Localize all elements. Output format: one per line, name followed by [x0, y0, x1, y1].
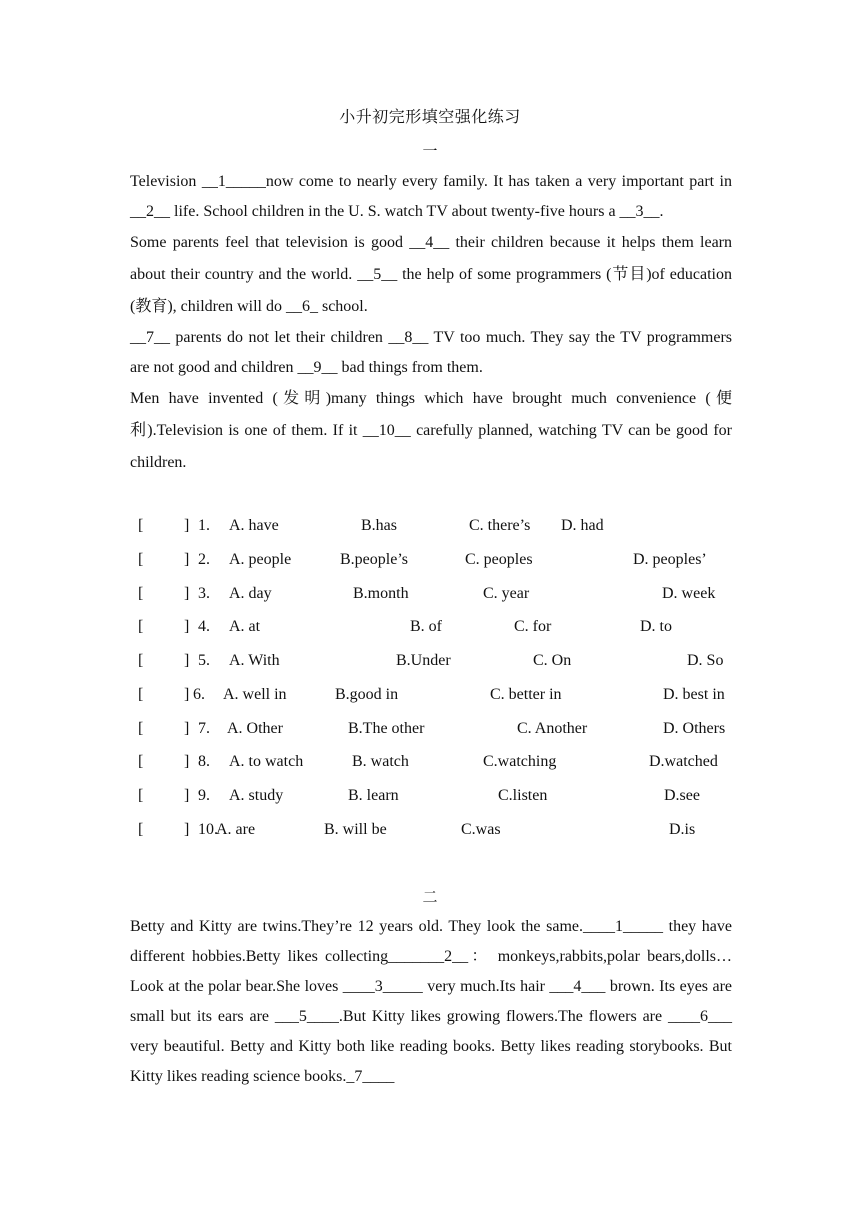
option-c: C. there’s: [469, 517, 531, 534]
question-number: 6.: [193, 686, 205, 703]
option-a: A. have: [229, 517, 279, 534]
question-row: [130, 821, 750, 845]
option-b: B. watch: [352, 753, 409, 770]
option-b: B.month: [353, 585, 409, 602]
section-one-heading: 一: [422, 142, 438, 160]
option-a: A. at: [229, 618, 261, 635]
option-a: A. are: [216, 821, 256, 838]
question-row: [130, 720, 750, 744]
answer-bracket-open: [: [138, 753, 144, 770]
option-b: B.Under: [396, 652, 451, 669]
option-b: B.good in: [335, 686, 399, 703]
question-number: 5.: [198, 652, 210, 669]
option-c: C. Another: [517, 720, 588, 737]
question-row: [130, 585, 750, 609]
question-number: 2.: [198, 551, 210, 568]
option-d: D. So: [687, 652, 724, 669]
option-c: C. better in: [490, 686, 562, 703]
option-a: A. study: [229, 787, 284, 804]
answer-bracket-close: ]: [184, 585, 190, 602]
passage-one-paragraph-1: Television __1_____now come to nearly every family. It has taken a very important part in __2__ life. School children in the U. S. watch TV about twenty-five hours a __3__.: [130, 173, 732, 220]
answer-bracket-open: [: [138, 585, 144, 602]
option-b: B. will be: [324, 821, 387, 838]
option-d: D. to: [640, 618, 672, 635]
question-number: 8.: [198, 753, 210, 770]
option-b: B.The other: [348, 720, 425, 737]
answer-bracket-open: [: [138, 821, 144, 838]
answer-bracket-close: ]: [184, 652, 190, 669]
answer-bracket-close: ]: [184, 787, 190, 804]
option-d: D. had: [561, 517, 604, 534]
option-c: C.listen: [498, 787, 548, 804]
option-d: D.watched: [649, 753, 718, 770]
answer-bracket-open: [: [138, 618, 144, 635]
passage-two-paragraph-1: Betty and Kitty are twins.They’re 12 years old. They look the same.____1_____ they have different hobbies.Betty likes collecting_______2__： monkeys,rabbits,polar bears,dolls… Look at the polar bear.She loves ____3_____ very much.Its hair ___4___ brown. Its eyes are small but its ears are ___5____.But Kitty likes growing flowers.The flowers are ____6___ very beautiful. Betty and Kitty both like reading books. Betty likes reading storybooks. But Kitty likes reading science books._7____: [130, 918, 732, 1085]
question-number: 7.: [198, 720, 210, 737]
answer-bracket-close: ]: [184, 618, 190, 635]
option-c: C. On: [533, 652, 572, 669]
answer-bracket-close: ]: [184, 720, 190, 737]
option-d: D. peoples’: [633, 551, 707, 568]
option-b: B.people’s: [340, 551, 408, 568]
option-d: D. Others: [663, 720, 726, 737]
passage-two: [130, 912, 732, 1092]
question-number: 4.: [198, 618, 210, 635]
option-d: D.is: [669, 821, 696, 838]
option-a: A. people: [229, 551, 292, 568]
question-row: [130, 618, 750, 642]
answer-bracket-close: ]: [184, 753, 190, 770]
section-two-heading: 二: [422, 888, 438, 906]
option-c: C. peoples: [465, 551, 533, 568]
option-d: D. best in: [663, 686, 725, 703]
question-number: 10.: [198, 821, 218, 838]
answer-bracket-close: ]: [184, 551, 190, 568]
question-row: [130, 652, 750, 676]
question-row: [130, 517, 750, 541]
option-d: D.see: [664, 787, 700, 804]
question-number: 3.: [198, 585, 210, 602]
question-row: [130, 686, 750, 710]
option-a: A. Other: [227, 720, 283, 737]
option-c: C. year: [483, 585, 530, 602]
option-c: C.was: [461, 821, 501, 838]
answer-bracket-open: [: [138, 686, 144, 703]
passage-one-paragraph-2: Some parents feel that television is good __4__ their children because it helps them learn about their country and the world. __5__ the help of some programmers (节目)of education (教育), children will do __6_ school.: [130, 234, 732, 315]
option-d: D. week: [662, 585, 716, 602]
answer-bracket-open: [: [138, 652, 144, 669]
option-c: C.watching: [483, 753, 557, 770]
answer-bracket-close: ]: [184, 821, 190, 838]
option-a: A. With: [229, 652, 280, 669]
option-b: B. of: [410, 618, 442, 635]
option-b: B. learn: [348, 787, 399, 804]
question-row: [130, 551, 750, 575]
passage-one-paragraph-3: __7__ parents do not let their children __8__ TV too much. They say the TV programmers are not good and children __9__ bad things from them.: [130, 329, 732, 376]
question-row: [130, 787, 750, 811]
answer-bracket-close: ]: [184, 686, 190, 703]
answer-bracket-open: [: [138, 720, 144, 737]
question-number: 9.: [198, 787, 210, 804]
option-a: A. well in: [223, 686, 287, 703]
option-a: A. day: [229, 585, 272, 602]
answer-bracket-close: ]: [184, 517, 190, 534]
question-row: [130, 753, 750, 777]
page-title: 小升初完形填空强化练习: [339, 107, 521, 126]
answer-bracket-open: [: [138, 787, 144, 804]
passage-one-paragraph-4: Men have invented (发明)many things which have brought much convenience (便利).Television is one of them. If it __10__ carefully planned, watching TV can be good for children.: [130, 390, 732, 471]
option-c: C. for: [514, 618, 552, 635]
answer-bracket-open: [: [138, 517, 144, 534]
question-number: 1.: [198, 517, 210, 534]
option-a: A. to watch: [229, 753, 304, 770]
answer-bracket-open: [: [138, 551, 144, 568]
passage-one: [130, 167, 732, 479]
option-b: B.has: [361, 517, 397, 534]
